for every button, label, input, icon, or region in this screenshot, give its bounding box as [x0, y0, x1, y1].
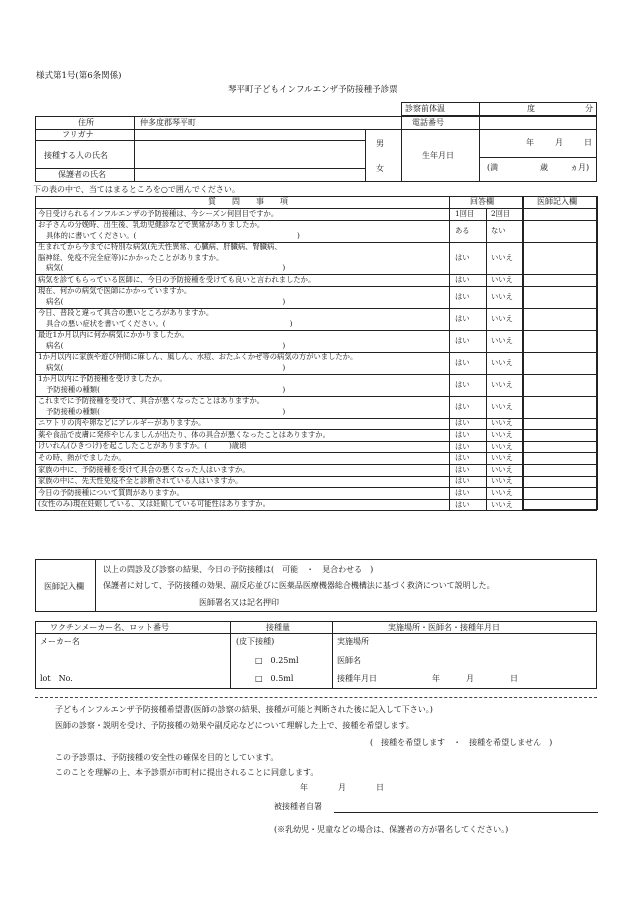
lot-label: lot No.: [40, 674, 73, 683]
question-text: 家族の中に、予防接種を受けて具合の悪くなった人はいますか。: [38, 464, 250, 474]
answer-column-header: 回答欄: [470, 197, 494, 206]
answer-option-1[interactable]: はい: [455, 335, 470, 345]
consent-purpose: この予診票は、予防接種の安全性の確保を目的としています。: [55, 753, 279, 762]
consent-title: 子どもインフルエンザ予防接種希望書(医師の診察の結果、接種が可能と判断された後に記入して下さい。): [55, 705, 433, 714]
answer-option-1[interactable]: はい: [455, 499, 470, 509]
answer-option-1[interactable]: はい: [455, 488, 470, 497]
cut-line: [35, 697, 597, 698]
consent-month: 月: [338, 783, 346, 792]
question-text: 具体的に書いてください。( ): [46, 230, 300, 240]
vaccine-col1-header: ワクチンメーカー名、ロット番号: [50, 623, 170, 632]
doctor-explain-line: 保護者に対して、予防接種の効果、副反応並びに医薬品医療機器総合機構法に基づく救済について説明した。: [103, 581, 495, 590]
answer-option-1[interactable]: はい: [455, 476, 470, 486]
consent-day: 日: [376, 783, 384, 792]
vaccination-date-day: 日: [510, 674, 518, 683]
question-text: これまでに予防接種を受けて、具合が悪くなったことはありますか。: [38, 396, 265, 406]
answer-option-2[interactable]: 2回目: [491, 208, 511, 218]
answer-option-2[interactable]: いいえ: [491, 464, 513, 474]
temperature-deg: 度: [527, 104, 535, 113]
answer-option-1[interactable]: はい: [455, 401, 470, 411]
question-text: 薬や食品で皮膚に発疹やじんましんが出たり、体の具合が悪くなったことはありますか。: [38, 429, 330, 439]
form-number: 様式第1号(第6条関係): [36, 71, 122, 81]
doctor-result-line[interactable]: 以上の問診及び診察の結果、今日の予防接種は( 可能 ・ 見合わせる ): [103, 565, 374, 574]
maker-label: メーカー名: [40, 637, 80, 646]
answer-option-2[interactable]: ない: [491, 225, 506, 235]
dose-025-checkbox[interactable]: □ 0.25ml: [255, 656, 299, 665]
consent-choice[interactable]: ( 接種を希望します ・ 接種を希望しません ): [370, 738, 553, 747]
answer-option-2[interactable]: いいえ: [491, 379, 513, 389]
consent-year: 年: [300, 783, 308, 792]
vaccination-date-year: 年: [432, 674, 440, 683]
question-text: 生まれてから今までに特別な病気(先天性異常、心臓病、肝臓病、腎臓病、: [38, 242, 282, 252]
dob-month: 月: [555, 138, 563, 147]
question-text: 1か月以内に予防接種を受けましたか。: [38, 374, 167, 384]
age-open: (満: [487, 163, 499, 172]
address-label: 住所: [78, 118, 94, 127]
question-text: 具合の悪い症状を書いてください。( ): [46, 318, 293, 328]
question-text: 今日受けられるインフルエンザの予防接種は、今シーズン何回目ですか。: [38, 208, 279, 218]
question-text: 病名( ): [46, 340, 286, 350]
answer-option-1[interactable]: はい: [455, 313, 470, 323]
answer-option-2[interactable]: いいえ: [491, 291, 513, 301]
answer-option-1[interactable]: はい: [455, 274, 470, 284]
answer-option-1[interactable]: はい: [455, 291, 470, 301]
doctor-column-header: 医師記入欄: [537, 197, 577, 206]
question-text: その時、熱がでましたか。: [38, 452, 126, 462]
answer-option-2[interactable]: いいえ: [491, 313, 513, 323]
furigana-label: フリガナ: [62, 130, 94, 139]
question-text: (女性のみ)現在妊娠している、又は妊娠している可能性はありますか。: [38, 499, 270, 509]
answer-option-2[interactable]: いいえ: [491, 252, 513, 262]
age-years: 歳: [540, 163, 548, 172]
vaccination-date-label: 接種年月日: [337, 674, 377, 683]
answer-option-1[interactable]: はい: [455, 430, 470, 439]
doctor-notes-column[interactable]: [523, 196, 597, 510]
consent-understanding: 医師の診察・説明を受け、予防接種の効果や副反応などについて理解した上で、接種を希望します。: [55, 721, 414, 730]
question-text: けいれん(ひきつけ)を起こしたことがありますか。( )歳頃: [38, 441, 247, 451]
answer-option-2[interactable]: いいえ: [491, 335, 513, 345]
answer-option-2[interactable]: いいえ: [491, 418, 513, 428]
dose-05-checkbox[interactable]: □ 0.5ml: [255, 674, 294, 683]
answer-option-2[interactable]: いいえ: [491, 488, 513, 497]
name-label: 接種する人の氏名: [44, 151, 108, 160]
sex-male[interactable]: 男: [376, 139, 384, 148]
dob-year: 年: [526, 138, 534, 147]
route-label: (皮下接種): [236, 637, 275, 646]
answer-option-2[interactable]: いいえ: [491, 430, 513, 439]
answer-option-2[interactable]: いいえ: [491, 476, 513, 486]
question-text: ニワトリの肉や卵などにアレルギーがありますか。: [38, 418, 206, 428]
question-text: 家族の中に、先天性免疫不全と診断されている人はいますか。: [38, 476, 243, 486]
instruction-text: 下の表の中で、当てはまるところを○で囲んでください。: [33, 185, 240, 194]
answer-option-2[interactable]: いいえ: [491, 274, 513, 284]
question-text: 病気( ): [46, 362, 286, 372]
answer-option-1[interactable]: はい: [455, 418, 470, 428]
vaccine-col2-header: 接種量: [266, 623, 290, 632]
question-text: 現在、何かの病気で医師にかかっていますか。: [38, 286, 192, 296]
vaccine-col3-header: 実施場所・医師名・接種年月日: [388, 623, 500, 632]
vaccine-doctor-label: 医師名: [337, 656, 361, 665]
signature-label: 被接種者自署: [274, 802, 322, 811]
place-label: 実施場所: [337, 637, 369, 646]
answer-option-2[interactable]: いいえ: [491, 499, 513, 509]
question-column-header: 質 問 事 項: [208, 197, 288, 206]
doctor-entry-label: 医師記入欄: [44, 582, 84, 591]
personal-info-box: [35, 116, 597, 182]
question-text: 最近1か月以内に何か病気にかかりましたか。: [38, 330, 189, 340]
answer-option-1[interactable]: はい: [455, 464, 470, 474]
answer-option-2[interactable]: いいえ: [491, 441, 513, 451]
answer-option-2[interactable]: いいえ: [491, 357, 513, 367]
temperature-min: 分: [585, 104, 593, 113]
question-text: 1か月以内に家族や遊び仲間に麻しん、風しん、水痘、おたふくかぜ等の病気の方がいましたか。: [38, 352, 358, 362]
answer-option-1[interactable]: はい: [455, 252, 470, 262]
sex-female[interactable]: 女: [376, 164, 384, 173]
signature-note: (※乳幼児・児童などの場合は、保護者の方が署名してください。): [274, 825, 509, 834]
guardian-label: 保護者の氏名: [58, 170, 106, 179]
question-text: 今日の予防接種について質問がありますか。: [38, 487, 184, 497]
question-text: 予防接種の種類( ): [46, 384, 286, 394]
question-text: 病気を診てもらっている医師に、今日の予防接種を受けても良いと言われましたか。: [38, 274, 316, 284]
vaccination-date-month: 月: [466, 674, 474, 683]
answer-option-1[interactable]: はい: [455, 453, 470, 463]
question-text: 予防接種の種類( ): [46, 406, 286, 416]
answer-option-1[interactable]: はい: [455, 441, 470, 451]
age-months: ヵ月): [570, 163, 590, 172]
answer-option-1[interactable]: 1回目: [455, 208, 475, 218]
question-text: 病気( ): [46, 262, 286, 272]
answer-option-1[interactable]: はい: [455, 357, 470, 367]
answer-option-2[interactable]: いいえ: [491, 401, 513, 411]
answer-option-2[interactable]: いいえ: [491, 453, 513, 463]
answer-option-1[interactable]: ある: [455, 225, 470, 235]
question-text: 脳神経、免疫不完全症等)にかかったことがありますか。: [38, 252, 224, 262]
address-value[interactable]: 仲多度郡琴平町: [140, 118, 196, 127]
question-text: 今日、普段と違って具合の悪いところがありますか。: [38, 308, 214, 318]
dob-label: 生年月日: [422, 151, 454, 160]
temperature-label: 診察前体温: [405, 104, 445, 113]
question-text: お子さんの分娩時、出生後、乳幼児健診などで異常がありましたか。: [38, 220, 265, 230]
signature-line[interactable]: [334, 812, 598, 813]
form-title: 琴平町子どもインフルエンザ予防接種予診票: [228, 85, 398, 95]
consent-agree: このことを理解の上、本予診票が市町村に提出されることに同意します。: [55, 768, 319, 777]
dob-day: 日: [584, 138, 592, 147]
question-text: 病名( ): [46, 296, 286, 306]
answer-option-1[interactable]: はい: [455, 379, 470, 389]
doctor-signature-label: 医師署名又は記名押印: [199, 598, 279, 607]
phone-label: 電話番号: [412, 118, 444, 127]
